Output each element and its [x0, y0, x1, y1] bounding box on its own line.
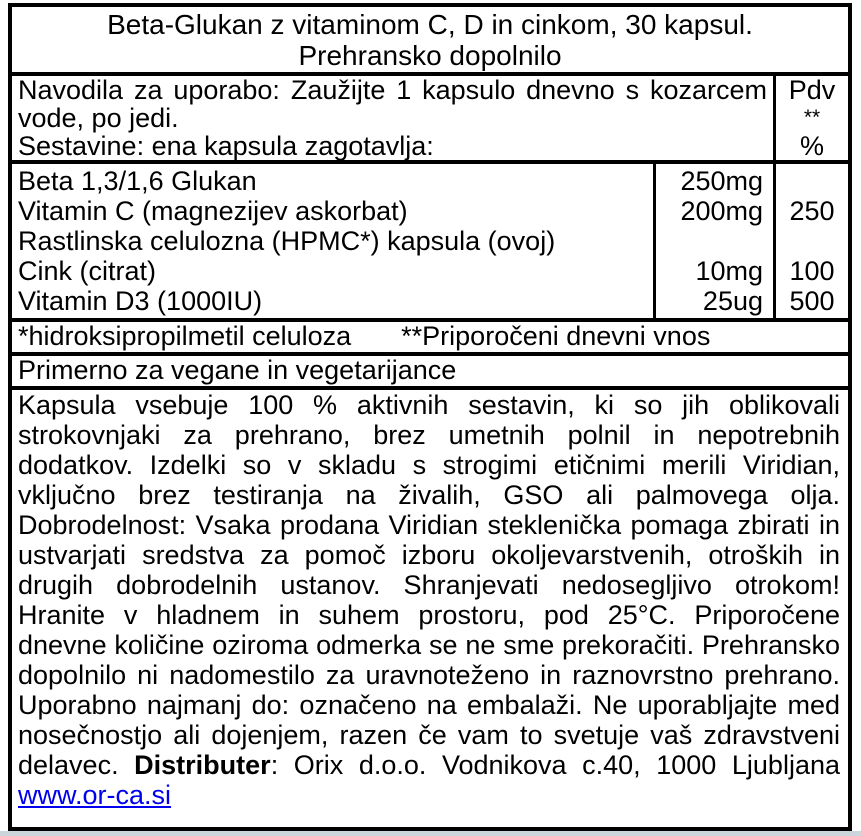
ingredient-rda: 250: [789, 196, 835, 226]
directions-cell: [12, 76, 773, 160]
ingredient-amount: [656, 226, 763, 256]
ingredient-amount: 250mg: [680, 166, 763, 196]
suitability-section: [12, 352, 848, 386]
ingredient-name: Rastlinska celulozna (HPMC*) kapsula (ovoj): [18, 226, 556, 256]
ingredient-amount: 10mg: [695, 256, 763, 286]
supplement-label: [8, 3, 852, 831]
directions-text: Navodila za uporabo: Zaužijte 1 kapsulo dnevno s kozarcem vode, po jedi.: [18, 75, 767, 133]
rda-header-abbr: Pdv: [788, 75, 836, 105]
footnotes-section: [12, 318, 848, 352]
directions-section: [12, 72, 848, 160]
ingredient-name: Beta 1,3/1,6 Glukan: [18, 166, 257, 196]
ingredient-amount: 25ug: [702, 286, 763, 316]
rda-header-percent: %: [799, 131, 824, 161]
screen-edge-strip: [0, 831, 861, 836]
distributor-label: Distributer: [134, 750, 271, 780]
distributor-info: : Orix d.o.o. Vodnikova c.40, 1000 Ljubljana: [270, 750, 840, 780]
footnote-rda: **Priporočeni dnevni vnos: [401, 321, 711, 351]
product-title: Beta-Glukan z vitaminom C, D in cinkom, 30 kapsul.: [107, 9, 753, 40]
rda-header-cell: [773, 76, 848, 160]
product-subtitle: Prehransko dopolnilo: [298, 40, 562, 71]
ingredient-rda: [776, 166, 848, 196]
ingredients-table: [12, 160, 848, 318]
ingredient-name-column: [12, 164, 653, 318]
rda-header-stars: **: [803, 106, 821, 129]
ingredient-name: Vitamin C (magnezijev askorbat): [18, 196, 408, 226]
ingredient-rda: [776, 226, 848, 256]
ingredient-amount-column: [653, 164, 773, 318]
ingredient-rda-column: [773, 164, 848, 318]
ingredient-rda: 500: [789, 286, 835, 316]
website-link[interactable]: www.or-ca.si: [18, 780, 172, 810]
title-section: [12, 7, 848, 72]
description-text: Kapsula vsebuje 100 % aktivnih sestavin, ki so jih oblikovali strokovnjaki za prehrano, brez umetnih polnil in nepotrebnih dodatkov. Izdelki so v skladu s strogimi etičnimi merili Viridian, vključno brez testiranja na živalih, GSO ali palmovega olja. Dobrodelnost: Vsaka prodana Viridian steklenička pomaga zbirati in ustvarjati sredstva za pomoč izboru okoljevarstvenih, otroških in drugih dobrodelnih ustanov. Shranjevati nedosegljivo otrokom! Hranite v hladnem in suhem prostoru, pod 25°C. Priporočene dnevne količine oziroma odmerka se ne sme prekoračiti. Prehransko dopolnilo ni nadomestilo za uravnoteženo in raznovrstno prehrano. Uporabno najmanj do: označeno na embalaži. Ne uporabljajte med nosečnostjo ali dojenjem, razen če vam to svetuje vaš zdravstveni delavec.: [18, 390, 840, 780]
ingredient-amount: 200mg: [680, 196, 763, 226]
ingredient-name: Vitamin D3 (1000IU): [18, 286, 263, 316]
footnote-hpmc: *hidroksipropilmetil celuloza: [18, 321, 352, 351]
ingredient-name: Cink (citrat): [18, 256, 157, 286]
suitability-text: Primerno za vegane in vegetarijance: [18, 355, 457, 385]
ingredients-intro: Sestavine: ena kapsula zagotavlja:: [18, 131, 434, 161]
description-section: [12, 386, 848, 827]
ingredient-rda: 100: [789, 256, 835, 286]
